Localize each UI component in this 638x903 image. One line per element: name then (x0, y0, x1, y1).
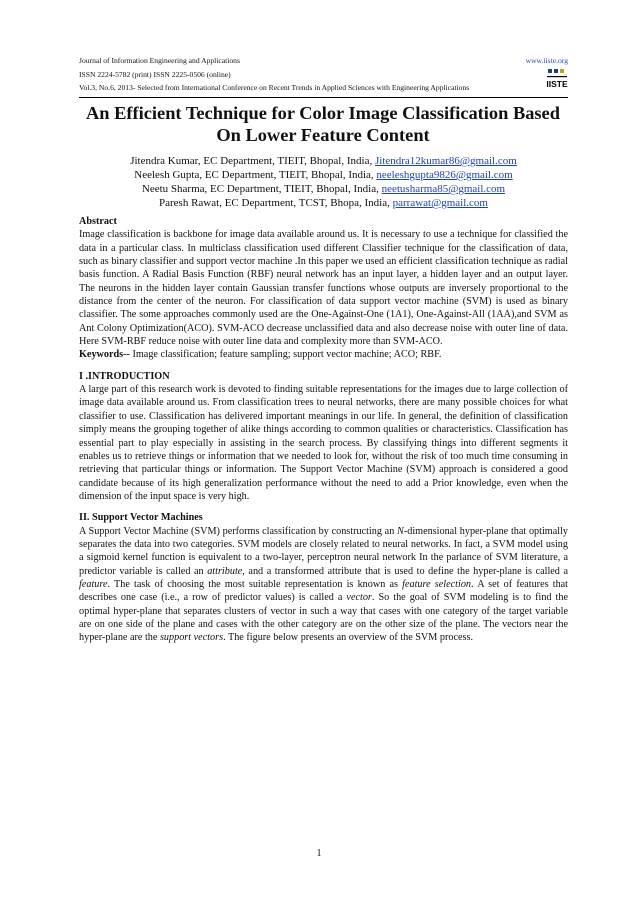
author-email-link[interactable]: parrawat@gmail.com (392, 197, 488, 209)
author-email-link[interactable]: neeleshgupta9826@gmail.com (376, 169, 513, 181)
svm-text: A Support Vector Machine (SVM) performs classification by constructing an N-dimensional hyper-plane that optimally separates the data into two categories. SVM models are closely related to neural networks. In fact, a SVM model using a sigmoid kernel function is equivalent to a two-layer, perceptron neural network In the parlance of SVM literature, a predictor variable is called an attribute, and a transformed attribute that is used to define the hyper-plane is called a feature. The task of choosing the most suitable representation is known as feature selection. A set of features that describes one case (i.e., a row of predictor values) is called a vector. So the goal of SVM modeling is to find the optimal hyper-plane that separates clusters of vector in such a way that cases with one category of the target variable are on one side of the plane and cases with the other category are on the other size of the plane. The vectors near the hyper-plane are the support vectors. The figure below presents an overview of the SVM process. (79, 525, 569, 644)
journal-url-link[interactable]: www.iiste.org (525, 56, 568, 65)
iiste-logo-icon (546, 68, 568, 90)
author-line (79, 168, 568, 182)
journal-header (79, 54, 568, 95)
journal-volume: Vol.3, No.6, 2013- Selected from International Conference on Recent Trends in Applied Sciences with Engineering Applications (79, 83, 470, 93)
journal-issn: ISSN 2224-5782 (print) ISSN 2225-0506 (online) (79, 69, 231, 79)
author-affiliation: Paresh Rawat, EC Department, TCST, Bhopa, India, (159, 197, 393, 209)
svm-heading: II. Support Vector Machines (79, 512, 203, 524)
abstract-heading: Abstract (79, 216, 117, 227)
intro-text: A large part of this research work is devoted to finding suitable representations for the images due to large collection of image data available around us. From classification trees to neural networks, there are many possible choices for what classifier to use. Classification has delivered important meanings in our life. In general, the definition of classification simply means the grouping together of alike things according to common qualities or characteristics. Classification has essential part to play especially in assisting in the search process. By classifying things into different segments it enables us to retrieve things or information that we needed to look for, without the risk of too much time consuming in retrieving that particular things or information. The Support Vector Machine (SVM) approach is considered a good candidate because of its high generalization performance without the need to add a Prior knowledge, even when the dimension of the input space is very high. (79, 384, 568, 502)
paper-body (79, 215, 568, 645)
abstract-text: Image classification is backbone for image data available around us. It is necessary to use a technique for classified the data in a particular class. In multiclass classification used different Classifier technique for the classification of data, such as binary classifier and support vector machine .In this paper we used an efficient classification technique as radial basis function. A Radial Basis Function (RBF) neural network has an input layer, a hidden layer and an output layer. The neurons in the hidden layer contain Gaussian transfer functions whose outputs are inversely proportional to the distance from the center of the neuron. For classification of data support vector machine (SVM) is used as binary classifier. The some approaches commonly used are the One-Against-One (1A1), One-Against-All (1AA),and SVM as Ant Colony Optimization(ACO). SVM-ACO decrease unclassified data and also decrease noise with outer line of data. Here SVM-RBF reduce noise with outer line data and complexity more than SVM-ACO. (79, 229, 568, 348)
paper-title: An Efficient Technique for Color Image Classification Based On Lower Feature Content (86, 103, 560, 145)
author-affiliation: Jitendra Kumar, EC Department, TIEIT, Bhopal, India, (130, 155, 375, 167)
header-rule (79, 97, 568, 98)
keywords-text: Image classification; feature sampling; support vector machine; ACO; RBF. (129, 349, 442, 361)
keywords-label: Keywords-- (79, 349, 130, 361)
author-line (79, 154, 568, 168)
author-email-link[interactable]: Jitendra12kumar86@gmail.com (374, 155, 517, 167)
svg-text:IISTE: IISTE (546, 79, 568, 89)
author-line (79, 182, 568, 196)
author-line (79, 196, 568, 210)
journal-name: Journal of Information Engineering and Applications (79, 56, 240, 65)
author-affiliation: Neelesh Gupta, EC Department, TIEIT, Bhopal, India, (134, 169, 377, 181)
author-email-link[interactable]: neetusharma85@gmail.com (381, 183, 506, 195)
page-number: 1 (316, 848, 322, 859)
intro-heading: I .INTRODUCTION (79, 370, 170, 382)
keywords (79, 348, 568, 361)
author-affiliation: Neetu Sharma, EC Department, TIEIT, Bhopal, India, (141, 183, 382, 195)
author-list (79, 154, 568, 210)
